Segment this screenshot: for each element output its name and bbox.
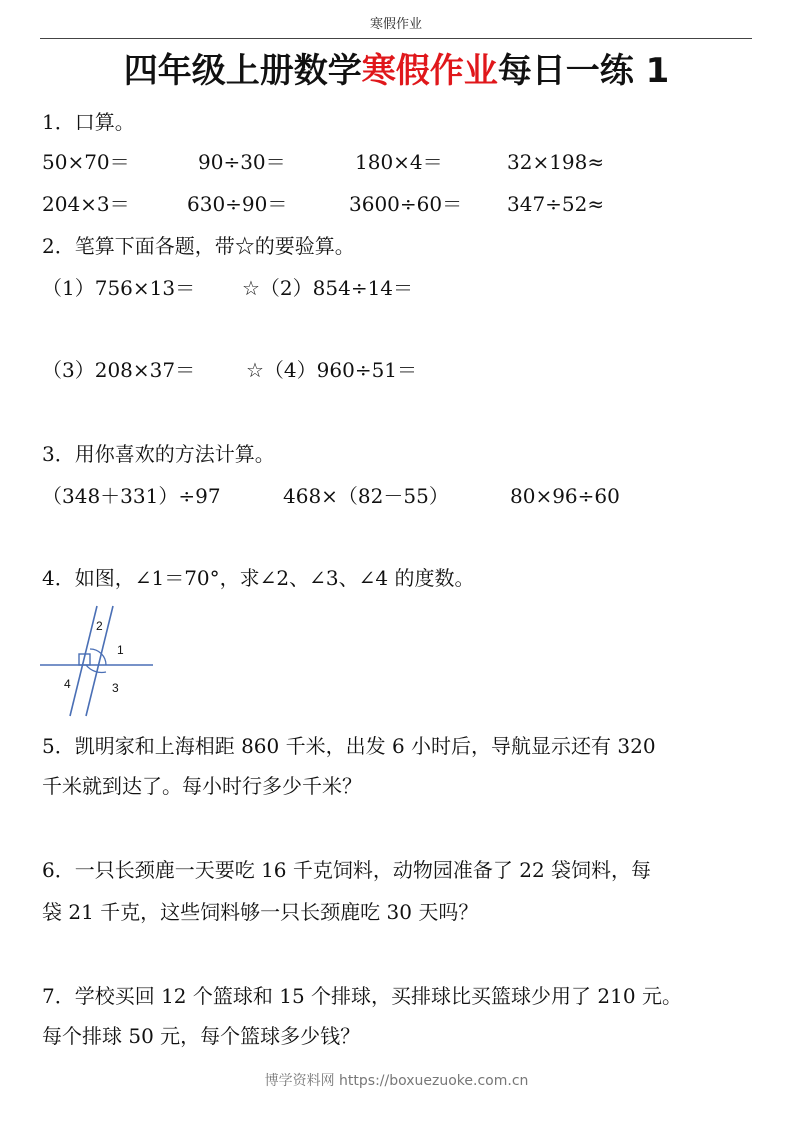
q1-item: 90÷30＝	[198, 150, 286, 174]
q1-item: 3600÷60＝	[349, 192, 463, 216]
q1-item: 50×70＝	[42, 150, 130, 174]
page-footer: 博学资料网 https://boxuezuoke.com.cn	[264, 1073, 529, 1089]
q1-heading: 1．口算。	[42, 110, 135, 134]
angle-label-1: 1	[117, 643, 124, 657]
q3-item: 80×96÷60	[510, 484, 620, 508]
q2-heading: 2．笔算下面各题，带☆的要验算。	[42, 234, 355, 258]
q1-item: 204×3＝	[42, 192, 130, 216]
angle-diagram	[40, 602, 156, 718]
q3-item: 468×（82－55）	[283, 484, 449, 508]
title-suffix: 每日一练 1	[497, 51, 670, 91]
angle-label-3: 3	[112, 681, 119, 695]
q7-line2: 每个排球 50 元，每个篮球多少钱？	[42, 1024, 361, 1048]
angle-arc-bottom	[86, 665, 106, 672]
q6-line1: 6．一只长颈鹿一天要吃 16 千克饲料，动物园准备了 22 袋饲料，每	[42, 858, 652, 882]
q2-item: （3）208×37＝	[42, 358, 196, 382]
q6-line2: 袋 21 千克，这些饲料够一只长颈鹿吃 30 天吗？	[42, 900, 479, 924]
title-prefix: 四年级上册数学	[123, 51, 362, 91]
q2-item: （1）756×13＝	[42, 276, 196, 300]
q7-line1: 7．学校买回 12 个篮球和 15 个排球，买排球比买篮球少用了 210 元。	[42, 984, 682, 1008]
q2-item: ☆（2）854÷14＝	[242, 276, 414, 300]
page-header: 寒假作业	[40, 14, 752, 39]
angle-figure	[40, 602, 156, 718]
q1-item: 630÷90＝	[187, 192, 288, 216]
q5-line2: 千米就到达了。每小时行多少千米？	[42, 774, 362, 798]
slanted-line	[70, 606, 97, 716]
q3-heading: 3．用你喜欢的方法计算。	[42, 442, 275, 466]
q4-heading: 4．如图，∠1＝70°，求∠2、∠3、∠4 的度数。	[42, 566, 475, 590]
q1-item: 347÷52≈	[507, 192, 605, 216]
q1-item: 180×4＝	[355, 150, 443, 174]
q1-item: 32×198≈	[507, 150, 605, 174]
title-highlight: 寒假作业	[361, 51, 498, 91]
q3-item: （348＋331）÷97	[42, 484, 221, 508]
q5-line1: 5．凯明家和上海相距 860 千米，出发 6 小时后，导航显示还有 320	[42, 734, 656, 758]
angle-arc-top	[90, 649, 106, 665]
angle-label-2: 2	[96, 619, 103, 633]
page-title	[0, 48, 793, 94]
q2-item: ☆（4）960÷51＝	[246, 358, 418, 382]
angle-label-4: 4	[64, 677, 71, 691]
